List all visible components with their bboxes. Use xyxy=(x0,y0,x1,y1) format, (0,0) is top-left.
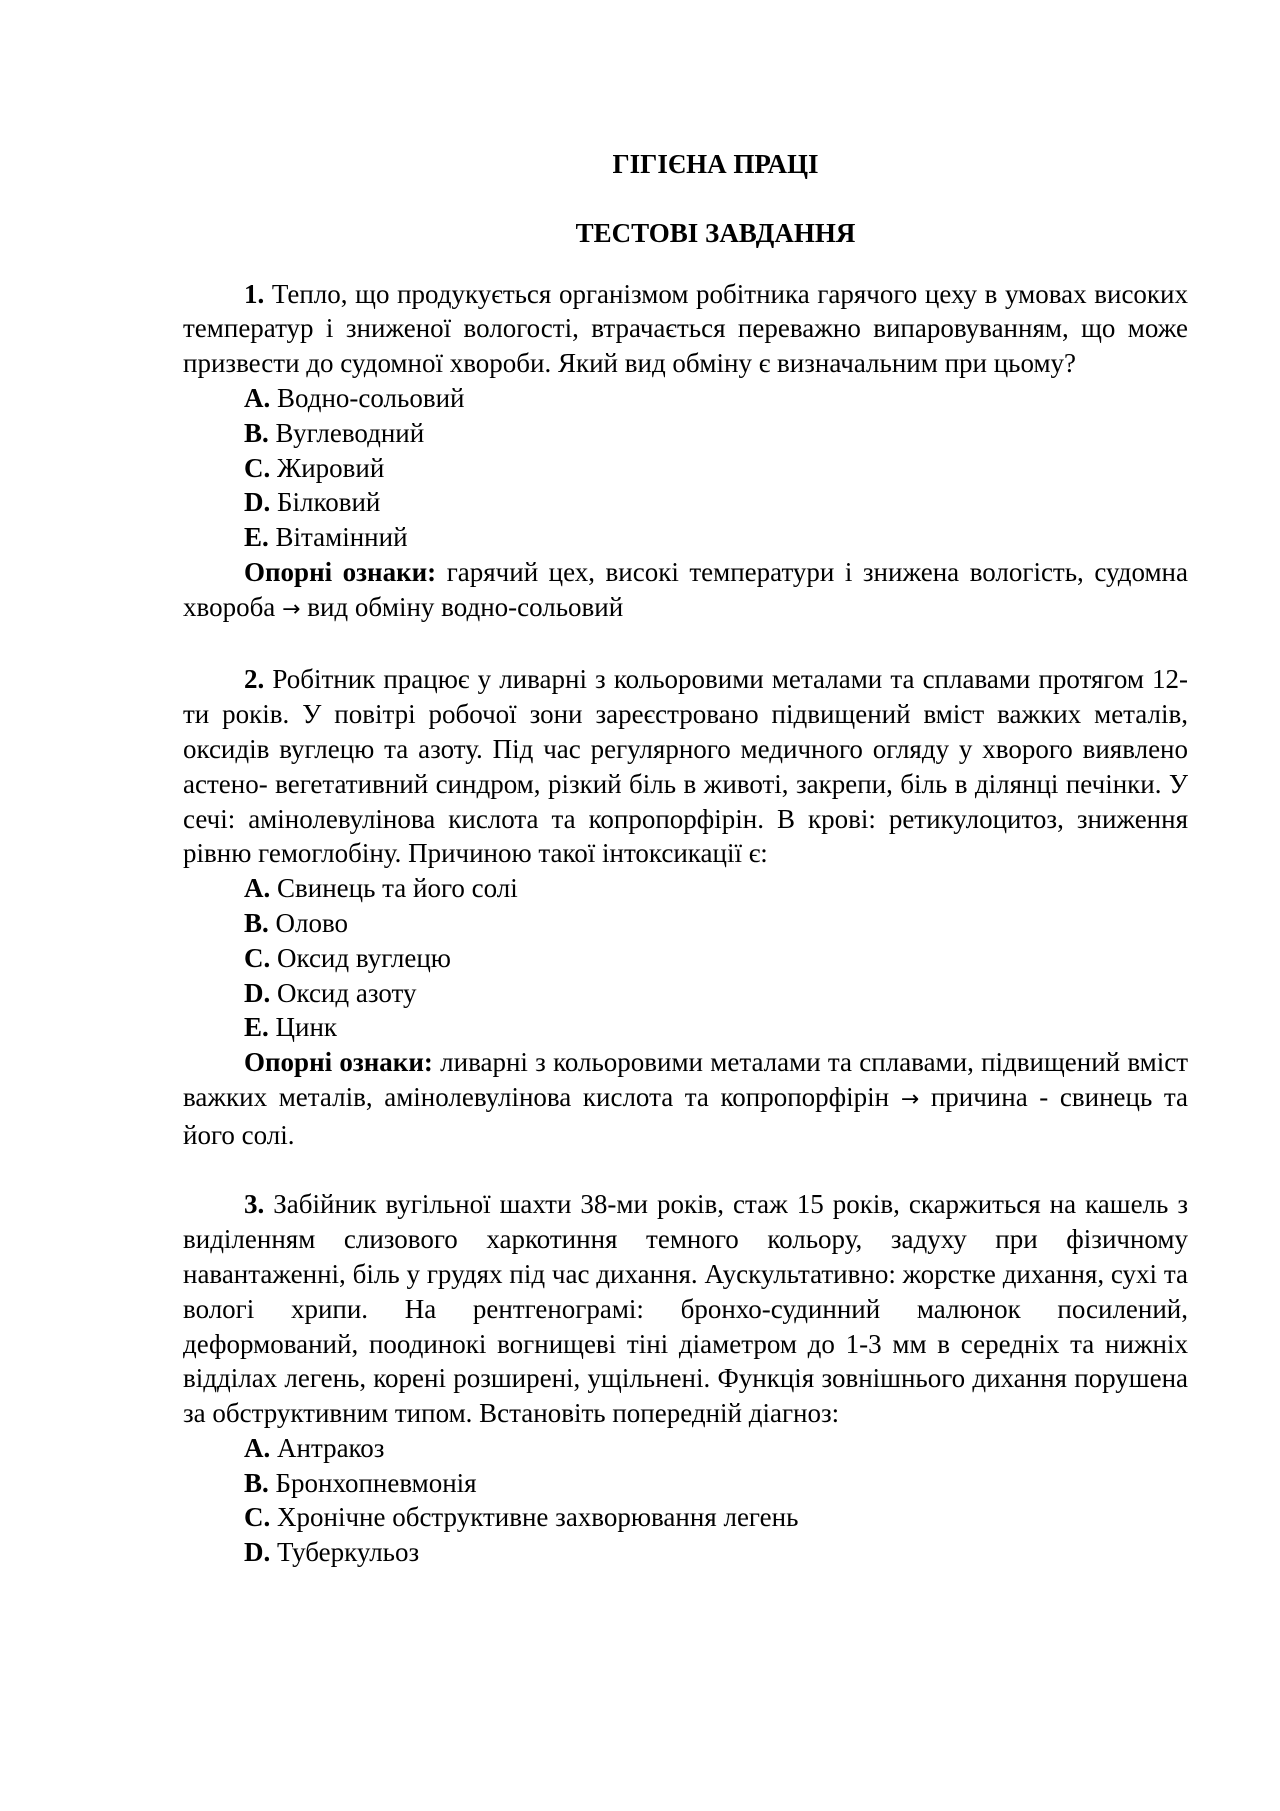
answer-options xyxy=(183,1431,1188,1570)
question-text xyxy=(183,662,1188,871)
support-signs xyxy=(183,555,1188,628)
answer-option-b xyxy=(183,1466,1188,1501)
answer-option-c xyxy=(183,1500,1188,1535)
option-text: Антракоз xyxy=(277,1432,385,1463)
support-signs xyxy=(183,1045,1188,1152)
answer-option-d xyxy=(183,485,1188,520)
option-text: Олово xyxy=(275,907,349,938)
spacer xyxy=(183,628,1188,663)
document-subtitle: ТЕСТОВІ ЗАВДАННЯ xyxy=(575,217,856,248)
option-letter: D. xyxy=(244,487,271,518)
question-text xyxy=(183,1187,1188,1431)
option-text: Вуглеводний xyxy=(275,417,425,448)
question-number: 2. xyxy=(244,664,265,695)
answer-option-a xyxy=(183,871,1188,906)
option-letter: C. xyxy=(244,942,271,973)
arrow-right-icon: → xyxy=(282,596,301,622)
answer-options xyxy=(183,381,1188,555)
option-text: Оксид азоту xyxy=(277,977,417,1008)
option-letter: B. xyxy=(244,1467,269,1498)
question-2 xyxy=(183,662,1188,1152)
option-text: Свинець та його солі xyxy=(277,873,518,904)
answer-option-d xyxy=(183,1535,1188,1570)
spacer xyxy=(183,1153,1188,1188)
option-letter: C. xyxy=(244,452,271,483)
option-text: Туберкульоз xyxy=(277,1537,420,1568)
option-letter: A. xyxy=(244,382,271,413)
support-text: гарячий цех, високі температури і знижена вологість, судомна хвороба xyxy=(183,556,1188,622)
answer-option-e xyxy=(183,1010,1188,1045)
option-text: Оксид вуглецю xyxy=(277,942,451,973)
option-letter: A. xyxy=(244,1432,271,1463)
option-letter: D. xyxy=(244,1537,271,1568)
answer-option-b xyxy=(183,416,1188,451)
answer-option-a xyxy=(183,381,1188,416)
question-body: Забійник вугільної шахти 38-ми років, стаж 15 років, скаржиться на кашель з виділенням слизового харкотиння темного кольору, задуху при фізичному навантаженні, біль у грудях під час дихання. Аускультативно: жорстке дихання, сухі та вологі хрипи. На рентгенограмі: бронхо-судинний малюнок посилений, деформований, поодинокі вогнищеві тіні діаметром до 1-3 мм в середніх та нижніх відділах легень, корені розширені, ущільнені. Функція зовнішнього дихання порушена за обструктивним типом. Встановіть попередній діагноз: xyxy=(183,1189,1189,1429)
option-letter: E. xyxy=(244,1012,269,1043)
arrow-right-icon: → xyxy=(900,1086,920,1112)
option-letter: C. xyxy=(244,1502,271,1533)
option-text: Водно-сольовий xyxy=(277,382,465,413)
support-text: ливарні з кольоровими металами та сплавами, підвищений вміст важких металів, амінолевулінова кислота та копропорфірін xyxy=(183,1047,1189,1112)
question-1 xyxy=(183,277,1188,628)
option-text: Білковий xyxy=(277,487,381,518)
document-title: ГІГІЄНА ПРАЦІ xyxy=(612,149,819,179)
support-conclusion: причина - свинець та його солі. xyxy=(183,1081,1189,1150)
question-text xyxy=(183,277,1188,381)
support-label: Опорні ознаки: xyxy=(244,1047,433,1078)
support-conclusion: вид обміну водно-сольовий xyxy=(307,591,624,622)
option-text: Бронхопневмонія xyxy=(275,1467,477,1498)
answer-option-d xyxy=(183,976,1188,1011)
answer-option-e xyxy=(183,520,1188,555)
document-body xyxy=(183,147,1188,1570)
answer-option-b xyxy=(183,906,1188,941)
option-letter: B. xyxy=(244,417,269,448)
answer-option-c xyxy=(183,941,1188,976)
option-text: Хронічне обструктивне захворювання легень xyxy=(277,1502,799,1533)
option-letter: D. xyxy=(244,977,271,1008)
answer-options xyxy=(183,871,1188,1045)
question-number: 3. xyxy=(244,1189,265,1220)
answer-option-c xyxy=(183,451,1188,486)
option-text: Жировий xyxy=(277,452,385,483)
option-text: Цинк xyxy=(275,1012,338,1043)
support-label: Опорні ознаки: xyxy=(244,556,437,587)
option-letter: A. xyxy=(244,873,271,904)
question-body: Робітник працює у ливарні з кольоровими металами та сплавами протягом 12-ти років. У повітрі робочої зони зареєстровано підвищений вміст важких металів, оксидів вуглецю та азоту. Під час регулярного медичного огляду у хворого виявлено астено- вегетативний синдром, різкий біль в животі, закрепи, біль в ділянці печінки. У сечі: амінолевулінова кислота та копропорфірін. В крові: ретикулоцитоз, зниження рівню гемоглобіну. Причиною такої інтоксикації є: xyxy=(183,664,1188,869)
question-body: Тепло, що продукується організмом робітника гарячого цеху в умовах високих температур і зниженої вологості, втрачається переважно випаровуванням, що може призвести до судомної хвороби. Який вид обміну є визначальним при цьому? xyxy=(183,278,1188,379)
question-3 xyxy=(183,1187,1188,1570)
option-letter: E. xyxy=(244,522,269,553)
option-text: Вітамінний xyxy=(275,522,408,553)
option-letter: B. xyxy=(244,907,269,938)
question-number: 1. xyxy=(244,278,265,309)
answer-option-a xyxy=(183,1431,1188,1466)
